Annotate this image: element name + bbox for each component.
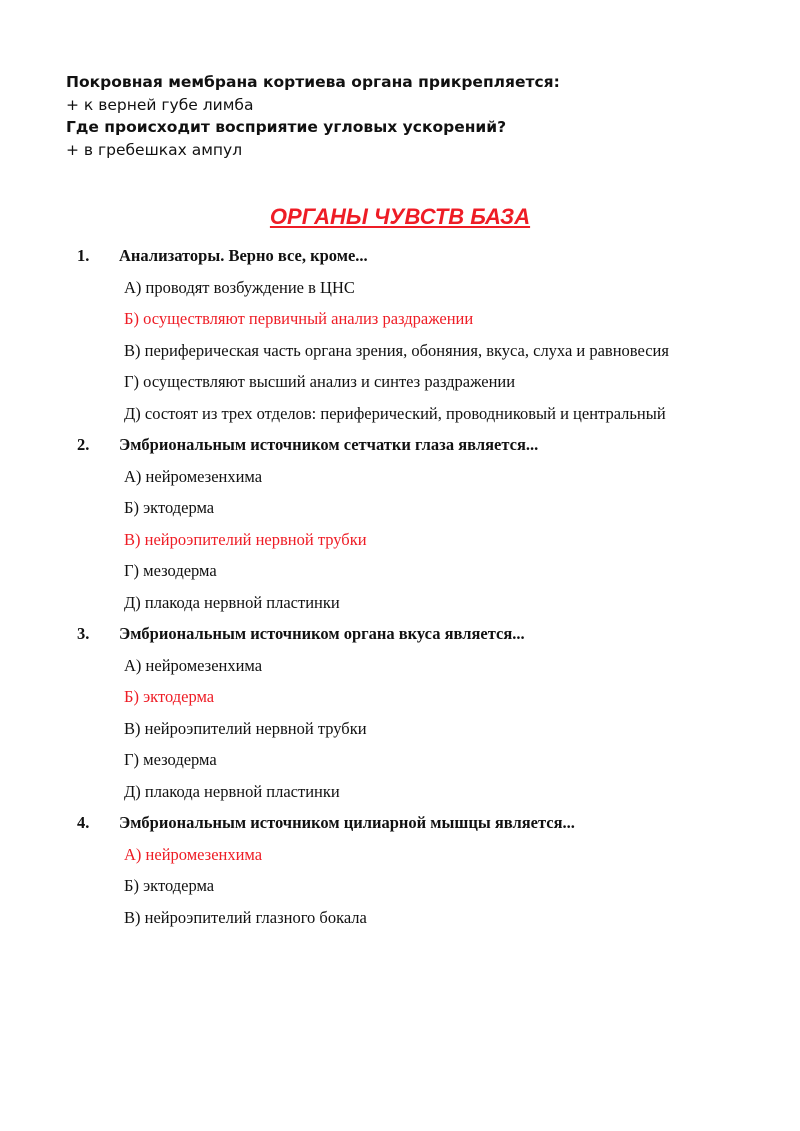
question-number: 2. (77, 435, 90, 454)
answer-option-correct: Б) осуществляют первичный анализ раздражении (124, 309, 474, 328)
question-header (0, 240, 800, 272)
intro-question: Где происходит восприятие угловых ускорений? (66, 118, 507, 136)
question-header (0, 618, 800, 650)
question-text: Анализаторы. Верно все, кроме... (119, 246, 368, 265)
answer-option: Д) плакода нервной пластинки (124, 781, 340, 801)
question-item (0, 240, 800, 429)
answer-option: Б) эктодерма (124, 498, 215, 517)
answer-option-correct: А) нейромезенхима (124, 844, 263, 864)
question-text: Эмбриональным источником сетчатки глаза является... (119, 435, 539, 454)
answer-option: А) проводят возбуждение в ЦНС (124, 277, 355, 297)
question-list (0, 240, 800, 933)
answer-option: В) нейроэпителий глазного бокала (124, 907, 367, 927)
question-item (0, 429, 800, 618)
answer-option: Г) мезодерма (124, 750, 217, 769)
intro-question: Покровная мембрана кортиева органа прикрепляется: (66, 73, 560, 91)
answer-option: В) периферическая часть органа зрения, обоняния, вкуса, слуха и равновесия (124, 340, 669, 360)
question-header (0, 429, 800, 461)
answer-option: Г) мезодерма (124, 561, 217, 580)
answer-option-correct: Б) эктодерма (124, 687, 215, 706)
question-number: 3. (77, 624, 90, 643)
answer-option: Б) эктодерма (124, 876, 215, 895)
answer-option: Д) состоят из трех отделов: периферический, проводниковый и центральный (124, 403, 666, 423)
question-text: Эмбриональным источником органа вкуса является... (119, 624, 525, 643)
question-number: 1. (77, 246, 90, 265)
answer-option-correct: В) нейроэпителий нервной трубки (124, 529, 367, 549)
answer-option: А) нейромезенхима (124, 466, 263, 486)
page-title: ОРГАНЫ ЧУВСТВ БАЗА (269, 204, 531, 229)
question-number: 4. (77, 813, 90, 832)
intro-answer: + в гребешках ампул (66, 140, 243, 159)
answer-option: Д) плакода нервной пластинки (124, 592, 340, 612)
intro-block (66, 71, 560, 161)
intro-answer: + к верней губе лимба (66, 95, 254, 114)
answer-option: Г) осуществляют высший анализ и синтез раздражении (124, 372, 516, 391)
question-item (0, 618, 800, 807)
answer-option: В) нейроэпителий нервной трубки (124, 718, 367, 738)
question-header (0, 807, 800, 839)
question-item (0, 807, 800, 933)
answer-option: А) нейромезенхима (124, 655, 263, 675)
question-text: Эмбриональным источником цилиарной мышцы является... (119, 813, 575, 832)
